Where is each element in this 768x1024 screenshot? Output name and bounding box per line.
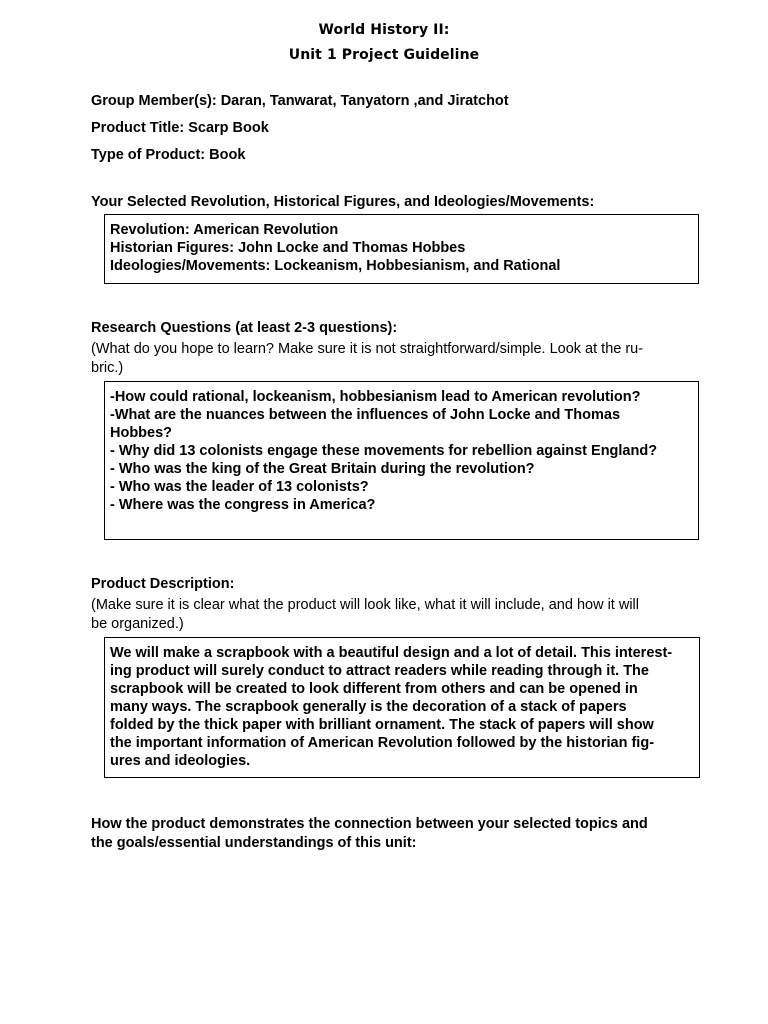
research-note	[91, 340, 681, 378]
description-line: ures and ideologies.	[110, 753, 251, 769]
description-note	[91, 596, 681, 634]
description-line: scrapbook will be created to look different from others and can be opened in	[110, 681, 638, 697]
research-note-line: bric.)	[91, 360, 124, 376]
research-question: -What are the nuances between the influences of John Locke and Thomas	[110, 407, 621, 423]
selection-revolution: Revolution: American Revolution	[110, 222, 339, 238]
selection-box	[104, 214, 699, 284]
document-subtitle: Unit 1 Project Guideline	[288, 47, 480, 63]
selection-heading: Your Selected Revolution, Historical Figures, and Ideologies/Movements:	[91, 194, 595, 210]
research-heading: Research Questions (at least 2-3 questions):	[91, 320, 398, 336]
research-question: - Where was the congress in America?	[110, 497, 376, 513]
connection-heading: How the product demonstrates the connection between your selected topics and	[91, 816, 648, 832]
description-box	[104, 637, 700, 778]
description-line: the important information of American Revolution followed by the historian fig-	[110, 735, 655, 751]
group-members: Group Member(s): Daran, Tanwarat, Tanyatorn ,and Jiratchot	[91, 93, 509, 109]
research-note-line: (What do you hope to learn? Make sure it is not straightforward/simple. Look at the ru-	[91, 341, 644, 357]
description-line: many ways. The scrapbook generally is the decoration of a stack of papers	[110, 699, 627, 715]
description-line: ing product will surely conduct to attract readers while reading through it. The	[110, 663, 649, 679]
description-note-line: be organized.)	[91, 616, 184, 632]
description-line: We will make a scrapbook with a beautiful design and a lot of detail. This interest-	[110, 645, 673, 661]
product-type: Type of Product: Book	[91, 147, 246, 163]
research-question: -How could rational, lockeanism, hobbesianism lead to American revolution?	[110, 389, 641, 405]
description-heading: Product Description:	[91, 576, 235, 592]
selection-figures: Historian Figures: John Locke and Thomas Hobbes	[110, 240, 466, 256]
selection-ideologies: Ideologies/Movements: Lockeanism, Hobbesianism, and Rational	[110, 258, 561, 274]
research-question: Hobbes?	[110, 425, 173, 441]
research-question: - Why did 13 colonists engage these movements for rebellion against England?	[110, 443, 658, 459]
connection-heading-continued: the goals/essential understandings of this unit:	[91, 835, 417, 851]
research-box	[104, 381, 699, 540]
description-line: folded by the thick paper with brilliant ornament. The stack of papers will show	[110, 717, 654, 733]
description-note-line: (Make sure it is clear what the product will look like, what it will include, and how it will	[91, 597, 639, 613]
research-question: - Who was the leader of 13 colonists?	[110, 479, 369, 495]
research-question: - Who was the king of the Great Britain during the revolution?	[110, 461, 535, 477]
document-title: World History II:	[318, 22, 450, 38]
product-title: Product Title: Scarp Book	[91, 120, 269, 136]
